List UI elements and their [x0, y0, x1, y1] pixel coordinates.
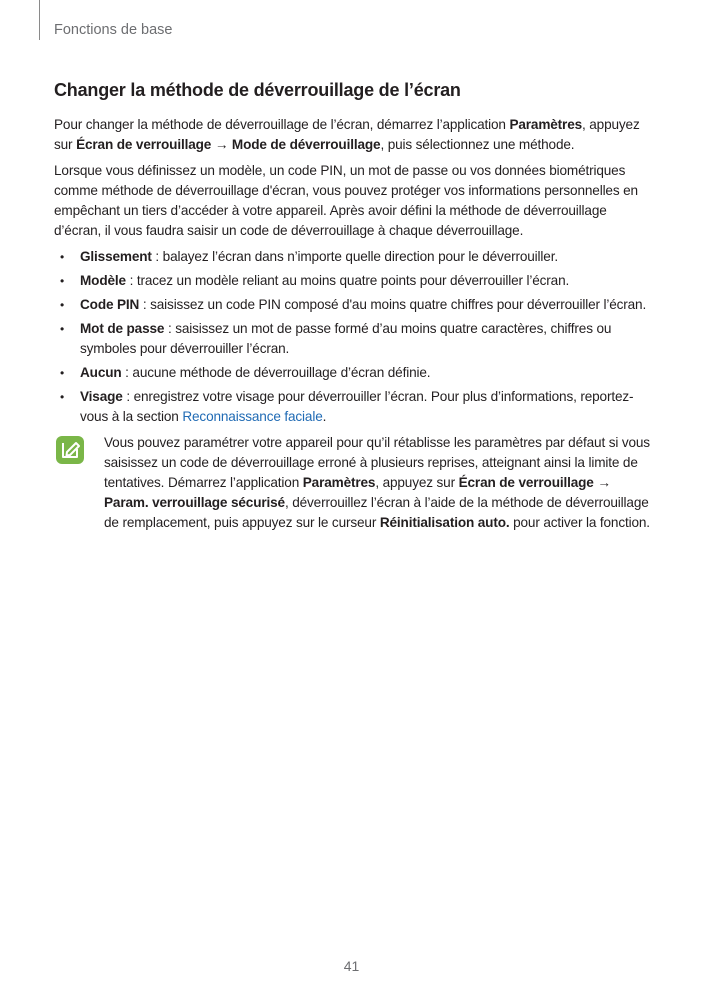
list-item: • Modèle : tracez un modèle reliant au moins quatre points pour déverrouiller l’écran. — [60, 273, 570, 288]
intro-paragraph: Pour changer la méthode de déverrouillage de l’écran, démarrez l’application Paramètres, appuyez sur Écran de verrouillage → Mode de déverrouillage, puis sélectionnez une méthode. — [54, 117, 640, 152]
header-divider — [39, 0, 40, 40]
page-number: 41 — [343, 958, 360, 974]
description-paragraph: Lorsque vous définissez un modèle, un code PIN, un mot de passe ou vos données biométriques comme méthode de déverrouillage d'écran, vous pouvez protéger vos informations personnelles en empêchant un tiers d’accéder à votre appareil. Après avoir défini la méthode de déverrouillage d’écran, il vous faudra saisir un code de déverrouillage à chaque déverrouillage. — [54, 163, 638, 238]
list-item: • Glissement : balayez l’écran dans n’importe quelle direction pour le déverrouiller. — [60, 249, 558, 264]
note-pencil-icon — [55, 435, 85, 465]
unlock-method-list — [54, 247, 654, 427]
main-content — [54, 80, 654, 533]
list-item: • Mot de passe : saisissez un mot de passe formé d’au moins quatre caractères, chiffres ou symboles pour déverrouiller l’écran. — [60, 321, 612, 356]
section-title: Fonctions de base — [54, 22, 173, 38]
note-text: Vous pouvez paramétrer votre appareil pour qu’il rétablisse les paramètres par défaut si vous saisissez un code de déverrouillage erroné à plusieurs reprises, atteignant ainsi la limite de tentatives. Démarrez l’application Paramètres, appuyez sur Écran de verrouillage → Param. verrouillage sécurisé, déverrouillez l’écran à l’aide de la méthode de déverrouillage de remplacement, puis appuyez sur le curseur Réinitialisation auto. pour activer la fonction. — [104, 435, 650, 530]
list-item: • Visage : enregistrez votre visage pour déverrouiller l’écran. Pour plus d’informations, reportez-vous à la section Reconnaissance faciale. — [60, 389, 634, 424]
page-title: Changer la méthode de déverrouillage de l’écran — [54, 80, 461, 100]
list-item: • Code PIN : saisissez un code PIN composé d'au moins quatre chiffres pour déverrouiller l’écran. — [60, 297, 647, 312]
list-item: • Aucun : aucune méthode de déverrouillage d’écran définie. — [60, 365, 431, 380]
note-box — [54, 433, 654, 533]
face-recognition-link[interactable]: Reconnaissance faciale — [182, 409, 323, 424]
